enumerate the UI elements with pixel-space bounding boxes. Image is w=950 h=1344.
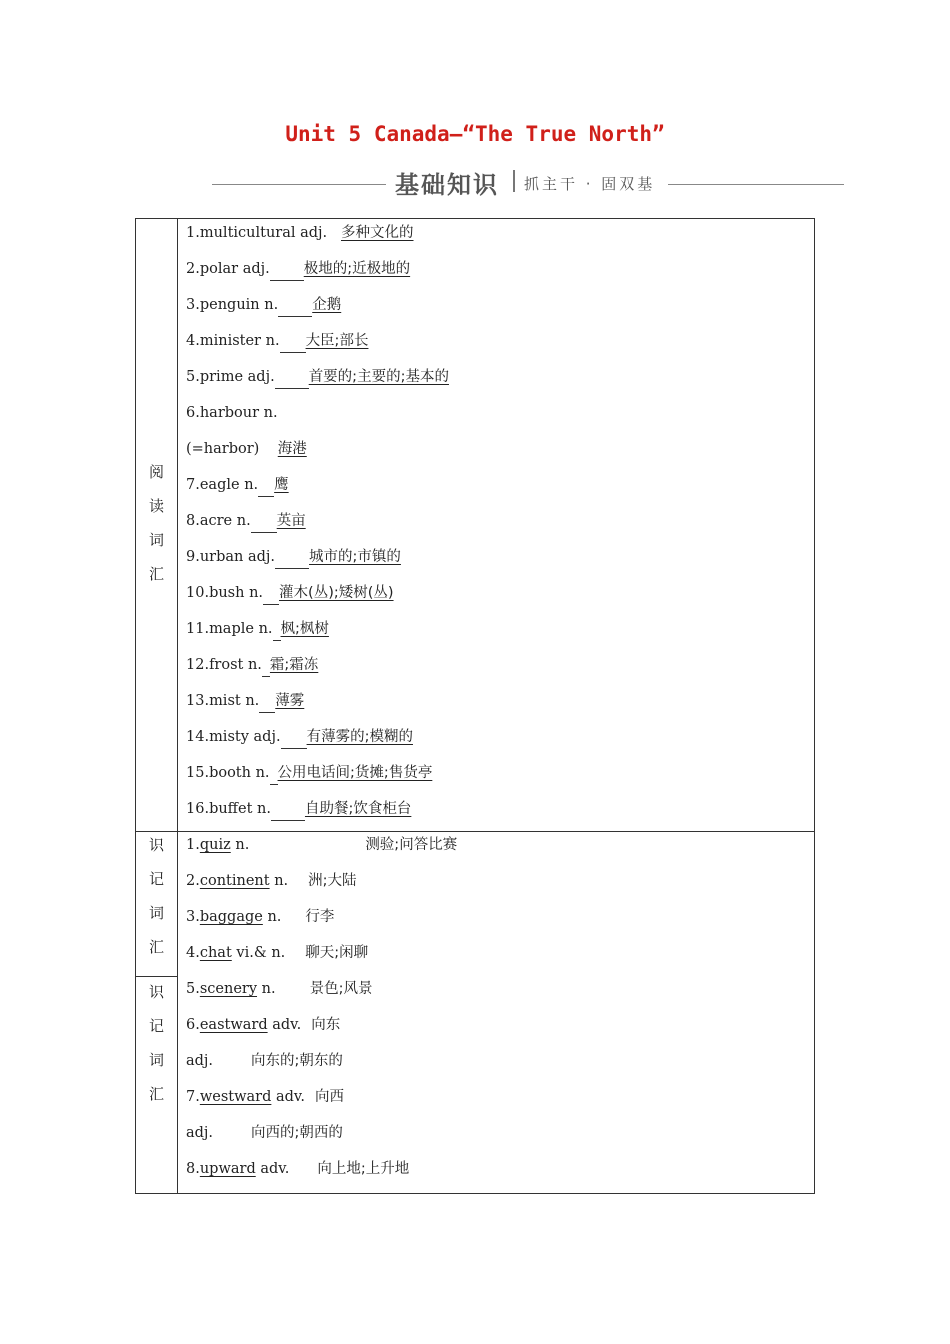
label-char: 阅 (148, 463, 164, 481)
answer-blank (270, 262, 304, 281)
item-word: minister (199, 333, 261, 349)
label-char: 识 (148, 983, 164, 1001)
item-answer: 行李 (305, 909, 335, 925)
item-answer: 测验;问答比赛 (365, 837, 458, 853)
reading-vocab-item (186, 617, 329, 641)
label-char: 记 (148, 870, 164, 888)
item-number: 15. (186, 765, 210, 781)
item-number: 1. (186, 225, 200, 241)
item-pos: n. (261, 981, 276, 997)
item-pos: adj. (300, 225, 328, 241)
item-number: 8. (186, 513, 200, 529)
item-word: frost (209, 657, 244, 673)
answer-blank (270, 766, 278, 785)
item-pos: n. (257, 801, 271, 817)
reading-vocab-item (186, 329, 368, 353)
reading-vocab-item (186, 401, 278, 425)
label-char: 词 (148, 904, 164, 922)
item-word: upward (199, 1161, 256, 1177)
reading-vocab-item (186, 437, 307, 461)
label-char: 汇 (148, 938, 164, 956)
page-title: Unit 5 Canada—“The True North” (285, 122, 665, 146)
item-number: 13. (186, 693, 210, 709)
answer-blank (251, 514, 277, 533)
item-answer: 灌木(丛);矮树(丛) (279, 585, 394, 601)
item-answer: 向上地;上升地 (317, 1161, 410, 1177)
answer-blank (259, 694, 275, 713)
item-word: maple (209, 621, 254, 637)
memory-vocab-item (186, 905, 334, 929)
answer-blank (281, 730, 307, 749)
memory-vocab-item (186, 833, 457, 857)
item-word: quiz (199, 837, 231, 853)
item-answer: 薄雾 (275, 693, 305, 709)
item-pos: adj. (186, 1125, 214, 1141)
banner-separator (513, 170, 515, 192)
reading-vocab-item (186, 761, 432, 785)
item-pos: n. (236, 513, 251, 529)
item-word: penguin (199, 297, 260, 313)
reading-vocab-item (186, 365, 449, 389)
item-pos: n. (274, 873, 289, 889)
item-number: 10. (186, 585, 210, 601)
memory-vocab-item (186, 977, 372, 1001)
item-number: 16. (186, 801, 210, 817)
item-pos: n. (244, 477, 259, 493)
reading-vocab-item (186, 221, 414, 245)
label-char: 识 (148, 836, 164, 854)
memory-vocab-item (186, 941, 368, 965)
item-word: harbour (199, 405, 260, 421)
item-answer: 洲;大陆 (308, 873, 357, 889)
label-char: 词 (148, 531, 164, 549)
banner-heading: 基础知识 (395, 171, 499, 199)
item-answer: 聊天;闲聊 (305, 945, 369, 961)
reading-vocab-item (186, 473, 289, 497)
item-answer: 向西 (315, 1089, 344, 1105)
item-answer: 海港 (277, 441, 307, 457)
item-number: 11. (186, 621, 210, 637)
reading-vocab-item (186, 509, 306, 533)
reading-vocab-item (186, 581, 394, 605)
answer-blank (258, 478, 274, 497)
item-word: misty (209, 729, 249, 745)
reading-vocab-item (186, 689, 304, 713)
memory-vocab-label (136, 828, 177, 964)
reading-vocab-item (186, 725, 413, 749)
item-number: 7. (186, 1089, 200, 1105)
reading-vocab-item (186, 797, 411, 821)
reading-vocab-item (186, 257, 410, 281)
item-word: eagle (199, 477, 240, 493)
answer-blank (262, 658, 270, 677)
memory-vocab-label-continued (136, 975, 177, 1111)
item-word: (=harbor) (186, 441, 260, 457)
item-word: polar (199, 261, 239, 277)
item-pos: adj. (186, 1053, 214, 1069)
item-word: buffet (209, 801, 253, 817)
item-answer: 公用电话间;货摊;售货亭 (277, 765, 433, 781)
answer-blank (263, 586, 279, 605)
item-number: 6. (186, 405, 200, 421)
item-answer: 多种文化的 (341, 225, 414, 241)
item-word: eastward (199, 1017, 268, 1033)
item-pos: vi.& n. (236, 945, 286, 961)
item-word: baggage (199, 909, 263, 925)
item-answer: 景色;风景 (309, 981, 373, 997)
item-answer: 鹰 (274, 477, 289, 493)
item-number: 1. (186, 837, 200, 853)
item-word: booth (209, 765, 251, 781)
item-pos: n. (247, 657, 262, 673)
answer-blank (280, 334, 306, 353)
item-answer: 极地的;近极地的 (303, 261, 411, 277)
memory-vocab-item (186, 1121, 343, 1145)
item-word: mist (209, 693, 241, 709)
item-pos: n. (263, 405, 278, 421)
item-pos: n. (258, 621, 273, 637)
reading-vocab-item (186, 293, 341, 317)
label-char: 汇 (148, 565, 164, 583)
item-number: 5. (186, 369, 200, 385)
item-pos: adj. (242, 261, 270, 277)
item-answer: 大臣;部长 (305, 333, 369, 349)
column-divider (177, 219, 178, 1193)
item-pos: n. (264, 297, 279, 313)
item-answer: 有薄雾的;模糊的 (306, 729, 413, 745)
section-banner (212, 165, 844, 197)
answer-blank (278, 298, 312, 317)
item-pos: n. (245, 693, 260, 709)
item-answer: 枫;枫树 (280, 621, 329, 637)
answer-blank (275, 370, 309, 389)
item-answer: 首要的;主要的;基本的 (308, 369, 449, 385)
item-number: 4. (186, 333, 200, 349)
item-word: westward (199, 1089, 272, 1105)
item-number: 14. (186, 729, 210, 745)
item-number: 2. (186, 261, 200, 277)
reading-vocab-label (136, 455, 177, 591)
item-pos: n. (249, 585, 264, 601)
item-word: prime (199, 369, 244, 385)
answer-blank (273, 622, 281, 641)
item-pos: n. (235, 837, 250, 853)
item-answer: 向西的;朝西的 (251, 1125, 343, 1141)
item-answer: 企鹅 (312, 297, 342, 313)
row-divider (136, 831, 814, 832)
memory-vocab-item (186, 1013, 340, 1037)
item-number: 3. (186, 297, 200, 313)
memory-vocab-item (186, 869, 357, 893)
item-answer: 霜;霜冻 (269, 657, 319, 673)
item-pos: adj. (247, 369, 275, 385)
item-pos: adj. (248, 549, 276, 565)
item-word: urban (199, 549, 244, 565)
item-word: scenery (199, 981, 258, 997)
item-pos: n. (267, 909, 282, 925)
answer-blank (271, 802, 305, 821)
answer-blank (275, 550, 309, 569)
item-word: chat (199, 945, 232, 961)
memory-vocab-item (186, 1049, 343, 1073)
item-pos: adv. (272, 1017, 302, 1033)
item-pos: n. (255, 765, 270, 781)
item-number: 7. (186, 477, 200, 493)
item-pos: n. (265, 333, 280, 349)
item-pos: adv. (260, 1161, 290, 1177)
item-number: 12. (186, 657, 210, 673)
item-number: 8. (186, 1161, 200, 1177)
vocab-table (135, 218, 815, 1194)
item-answer: 自助餐;饮食柜台 (304, 801, 412, 817)
item-word: continent (199, 873, 270, 889)
reading-vocab-item (186, 653, 318, 677)
item-word: acre (199, 513, 233, 529)
item-number: 4. (186, 945, 200, 961)
label-char: 读 (148, 497, 164, 515)
item-pos: adv. (275, 1089, 305, 1105)
item-number: 6. (186, 1017, 200, 1033)
label-char: 汇 (148, 1085, 164, 1103)
banner-rule-right (668, 184, 844, 185)
item-pos: adj. (253, 729, 281, 745)
item-answer: 英亩 (276, 513, 306, 529)
label-char: 词 (148, 1051, 164, 1069)
item-answer: 城市的;市镇的 (309, 549, 401, 565)
reading-vocab-item (186, 545, 401, 569)
item-answer: 向东 (311, 1017, 341, 1033)
banner-subheading: 抓主干 · 固双基 (524, 175, 656, 193)
label-char: 记 (148, 1017, 164, 1035)
item-number: 5. (186, 981, 200, 997)
item-answer: 向东的;朝东的 (251, 1053, 343, 1069)
item-number: 3. (186, 909, 200, 925)
memory-vocab-item (186, 1157, 409, 1181)
memory-vocab-item (186, 1085, 344, 1109)
item-word: multicultural (199, 225, 296, 241)
banner-rule-left (212, 184, 386, 185)
item-number: 2. (186, 873, 200, 889)
item-number: 9. (186, 549, 200, 565)
item-word: bush (209, 585, 245, 601)
